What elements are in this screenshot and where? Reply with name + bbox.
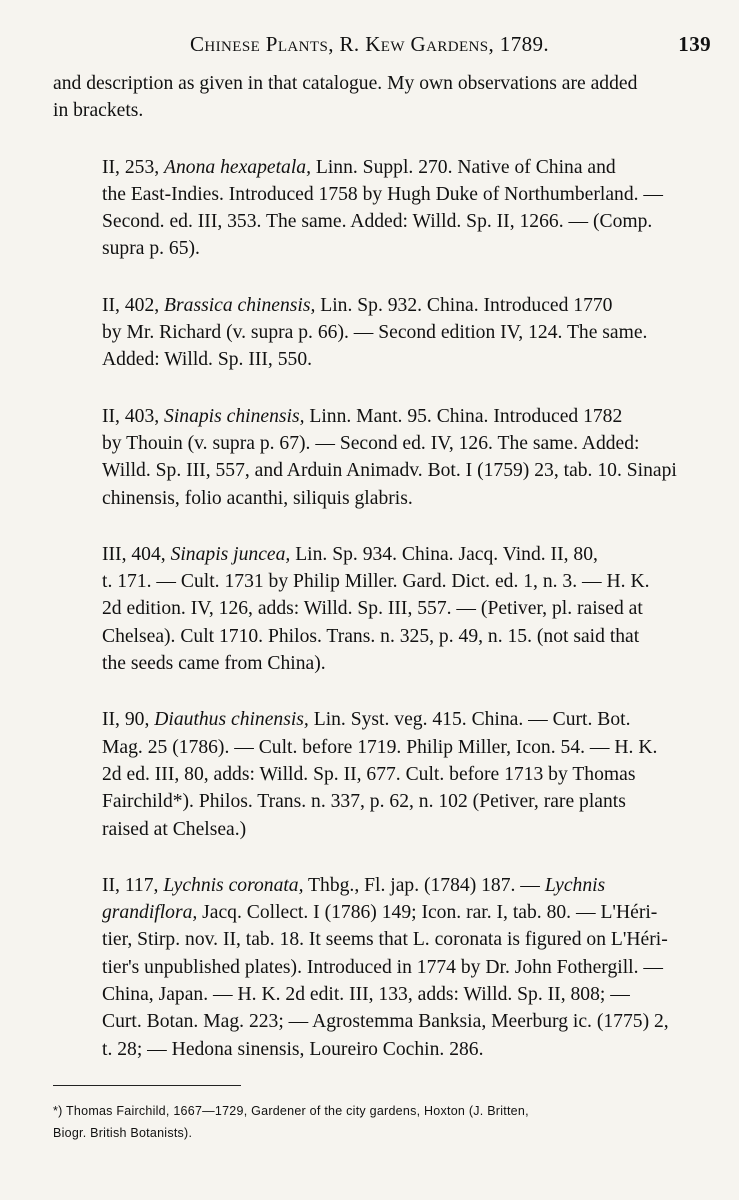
text-segment: II, 403,: [102, 405, 165, 427]
taxon-name: Anona hexapetala,: [164, 156, 311, 178]
continuation-paragraph: [53, 70, 713, 125]
text-segment: China, Japan. — H. K. 2d edit. III, 133, adds: Willd. Sp. II, 808; —: [102, 984, 630, 1006]
text-line: [53, 430, 713, 457]
text-line: [53, 485, 713, 512]
plant-entry: [53, 403, 713, 512]
text-line: [53, 292, 713, 319]
running-head: [53, 28, 713, 58]
body-text: [53, 70, 713, 1063]
text-segment: III, 404,: [102, 543, 171, 565]
text-line: [53, 568, 713, 595]
text-line: [53, 1036, 713, 1063]
taxon-name: grandiflora,: [102, 902, 198, 924]
text-segment: t. 28; — Hedona sinensis, Loureiro Cochin. 286.: [102, 1038, 484, 1060]
text-line: [53, 761, 713, 788]
footnote: [53, 1100, 713, 1144]
text-segment: Lin. Sp. 934. China. Jacq. Vind. II, 80,: [290, 543, 598, 565]
text-line: [53, 1008, 713, 1035]
taxon-name: Diauthus chinensis,: [154, 709, 309, 731]
text-segment: Linn. Mant. 95. China. Introduced 1782: [304, 405, 623, 427]
text-line: [53, 181, 713, 208]
plant-entry: [53, 292, 713, 374]
text-line: [53, 954, 713, 981]
text-segment: Second. ed. III, 353. The same. Added: Willd. Sp. II, 1266. — (Comp.: [102, 211, 653, 233]
text-segment: II, 402,: [102, 294, 165, 316]
text-line: [53, 734, 713, 761]
text-segment: Added: Willd. Sp. III, 550.: [102, 349, 313, 371]
text-line: [53, 926, 713, 953]
footnote-line: Biogr. British Botanists).: [53, 1126, 193, 1140]
text-segment: t. 171. — Cult. 1731 by Philip Miller. Gard. Dict. ed. 1, n. 3. — H. K.: [102, 571, 650, 593]
text-line: [53, 816, 713, 843]
text-segment: II, 253,: [102, 156, 165, 178]
footnote-rule: [53, 1085, 241, 1086]
text-line: [53, 346, 713, 373]
text-line: [53, 97, 713, 124]
text-line: [53, 403, 713, 430]
text-segment: Lin. Syst. veg. 415. China. — Curt. Bot.: [308, 709, 631, 731]
text-segment: raised at Chelsea.): [102, 818, 247, 840]
text-line: [53, 208, 713, 235]
running-title: Chinese Plants, R. Kew Gardens, 1789.: [190, 32, 550, 56]
text-line: [53, 706, 713, 733]
text-segment: Jacq. Collect. I (1786) 149; Icon. rar. I, tab. 80. — L'Héri-: [197, 902, 658, 924]
text-segment: Lin. Sp. 932. China. Introduced 1770: [315, 294, 613, 316]
text-segment: by Thouin (v. supra p. 67). — Second ed. IV, 126. The same. Added:: [102, 432, 640, 454]
text-line: [53, 457, 713, 484]
taxon-name: Sinapis juncea,: [170, 543, 291, 565]
text-segment: Mag. 25 (1786). — Cult. before 1719. Philip Miller, Icon. 54. — H. K.: [102, 736, 658, 758]
taxon-name: Lychnis coronata,: [163, 874, 304, 896]
text-line: [53, 70, 713, 97]
text-segment: 2d edition. IV, 126, adds: Willd. Sp. III, 557. — (Petiver, pl. raised at: [102, 598, 643, 620]
text-segment: II, 90,: [102, 709, 155, 731]
text-segment: Willd. Sp. III, 557, and Arduin Animadv. Bot. I (1759) 23, tab. 10. Sinapi: [102, 460, 677, 482]
text-segment: in brackets.: [53, 100, 144, 122]
text-segment: tier's unpublished plates). Introduced in 1774 by Dr. John Fothergill. —: [102, 956, 663, 978]
text-segment: II, 117,: [102, 874, 164, 896]
text-line: [53, 981, 713, 1008]
text-line: [53, 623, 713, 650]
text-line: [53, 788, 713, 815]
taxon-name: Sinapis chinensis,: [164, 405, 305, 427]
page-number: 139: [678, 32, 711, 56]
plant-entry: [53, 154, 713, 263]
text-segment: and description as given in that catalogue. My own observations are added: [53, 73, 638, 94]
text-line: [53, 235, 713, 262]
text-line: [53, 154, 713, 181]
text-line: [53, 595, 713, 622]
text-segment: tier, Stirp. nov. II, tab. 18. It seems that L. coronata is figured on L'Héri-: [102, 929, 668, 951]
text-segment: the East-Indies. Introduced 1758 by Hugh Duke of Northumberland. —: [102, 183, 664, 205]
taxon-name: Lychnis: [544, 874, 606, 896]
text-segment: Thbg., Fl. jap. (1784) 187. —: [303, 874, 545, 896]
text-segment: 2d ed. III, 80, adds: Willd. Sp. II, 677. Cult. before 1713 by Thomas: [102, 763, 636, 785]
text-line: [53, 650, 713, 677]
text-segment: the seeds came from China).: [102, 653, 326, 675]
plant-entry: [53, 706, 713, 842]
text-segment: supra p. 65).: [102, 238, 200, 260]
text-line: [53, 319, 713, 346]
text-segment: Fairchild*). Philos. Trans. n. 337, p. 62, n. 102 (Petiver, rare plants: [102, 791, 626, 813]
text-segment: Linn. Suppl. 270. Native of China and: [310, 156, 616, 178]
plant-entry: [53, 872, 713, 1063]
text-segment: chinensis, folio acanthi, siliquis glabris.: [102, 487, 413, 509]
text-line: [53, 899, 713, 926]
taxon-name: Brassica chinensis,: [164, 294, 316, 316]
text-line: [53, 541, 713, 568]
text-segment: by Mr. Richard (v. supra p. 66). — Second edition IV, 124. The same.: [102, 322, 648, 344]
plant-entry: [53, 541, 713, 677]
text-line: [53, 872, 713, 899]
text-segment: Chelsea). Cult 1710. Philos. Trans. n. 325, p. 49, n. 15. (not said that: [102, 625, 640, 647]
footnote-line: *) Thomas Fairchild, 1667—1729, Gardener of the city gardens, Hoxton (J. Britten,: [53, 1104, 529, 1118]
text-segment: Curt. Botan. Mag. 223; — Agrostemma Banksia, Meerburg ic. (1775) 2,: [102, 1011, 669, 1033]
